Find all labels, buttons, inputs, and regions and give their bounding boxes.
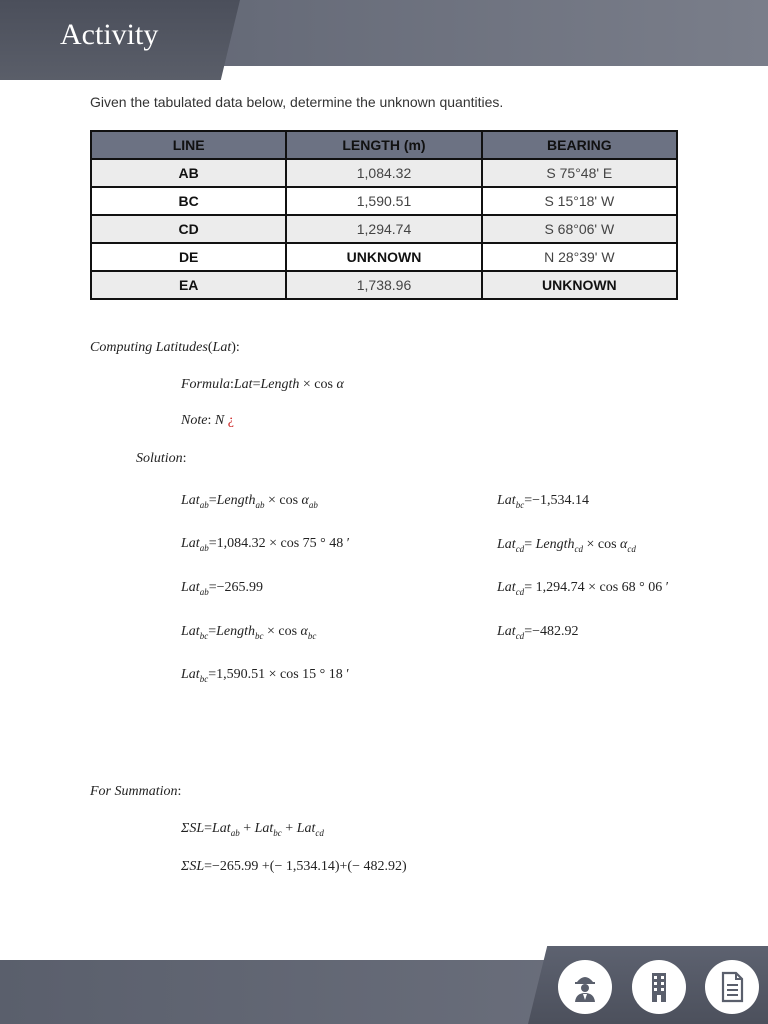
eq-lat-cd-numeric: Lat$_{cd}$= 1,294.74 × cos 68 ° 06 ′: [497, 580, 669, 597]
table-row: [91, 243, 677, 271]
latitudes-heading: Computing Latitudes(Lat):: [90, 340, 240, 355]
eq-lat-ab-result: Lat$_{ab}$=−265.99: [181, 580, 263, 597]
building-icon: [642, 970, 676, 1004]
eq-sum-formula: ΣSL=Lat$_{ab}$ + Lat$_{bc}$ + Lat$_{cd}$: [181, 821, 324, 838]
worker-icon: [568, 970, 602, 1004]
header-bearing: BEARING: [482, 131, 677, 159]
eq-lat-cd-result: Lat$_{cd}$=−482.92: [497, 624, 579, 641]
cell-length: 1,590.51: [286, 187, 481, 215]
table-row: [91, 159, 677, 187]
eq-lat-bc-numeric: Lat$_{bc}$=1,590.51 × cos 15 ° 18 ′: [181, 667, 350, 684]
cell-line: EA: [91, 271, 286, 299]
header-length: LENGTH (m): [286, 131, 481, 159]
cell-length: 1,294.74: [286, 215, 481, 243]
cell-line: BC: [91, 187, 286, 215]
cell-line: DE: [91, 243, 286, 271]
table-header-row: [91, 131, 677, 159]
document-icon: [715, 970, 749, 1004]
formula-line: Formula:Lat=Length × cos α: [181, 377, 344, 392]
header-line: LINE: [91, 131, 286, 159]
cell-length: 1,084.32: [286, 159, 481, 187]
cell-bearing: S 75°48' E: [482, 159, 677, 187]
note-line: Note: N ¿: [181, 413, 234, 428]
cell-length: UNKNOWN: [286, 243, 481, 271]
cell-bearing: UNKNOWN: [482, 271, 677, 299]
intro-text: Given the tabulated data below, determine the unknown quantities.: [90, 94, 504, 110]
eq-lat-cd-formula: Lat$_{cd}$= Length$_{cd}$ × $\cos \alpha_{cd}$: [497, 537, 636, 554]
cell-line: CD: [91, 215, 286, 243]
data-table: [90, 130, 678, 300]
eq-sum-numeric: ΣSL=−265.99 +(− 1,534.14)+(− 482.92): [181, 859, 407, 874]
table-row: [91, 187, 677, 215]
cell-length: 1,738.96: [286, 271, 481, 299]
table-row: [91, 271, 677, 299]
summation-heading: For Summation:: [90, 784, 182, 799]
cell-bearing: N 28°39' W: [482, 243, 677, 271]
eq-lat-bc-formula: Lat$_{bc}$=Length$_{bc}$ × $\cos \alpha_{bc}$: [181, 624, 317, 641]
document-button[interactable]: [705, 960, 759, 1014]
page-title: Activity: [60, 18, 159, 51]
eq-lat-bc-result: Lat$_{bc}$=−1,534.14: [497, 493, 589, 510]
cell-bearing: S 68°06' W: [482, 215, 677, 243]
worker-button[interactable]: [558, 960, 612, 1014]
cell-bearing: S 15°18' W: [482, 187, 677, 215]
eq-lat-ab-numeric: Lat$_{ab}$=1,084.32 × cos 75 ° 48 ′: [181, 536, 350, 553]
solution-label: Solution:: [136, 451, 187, 466]
building-button[interactable]: [632, 960, 686, 1014]
eq-lat-ab-formula: Lat$_{ab}$=Length$_{ab}$ × $\cos \alpha_{ab}$: [181, 493, 318, 510]
table-row: [91, 215, 677, 243]
cell-line: AB: [91, 159, 286, 187]
